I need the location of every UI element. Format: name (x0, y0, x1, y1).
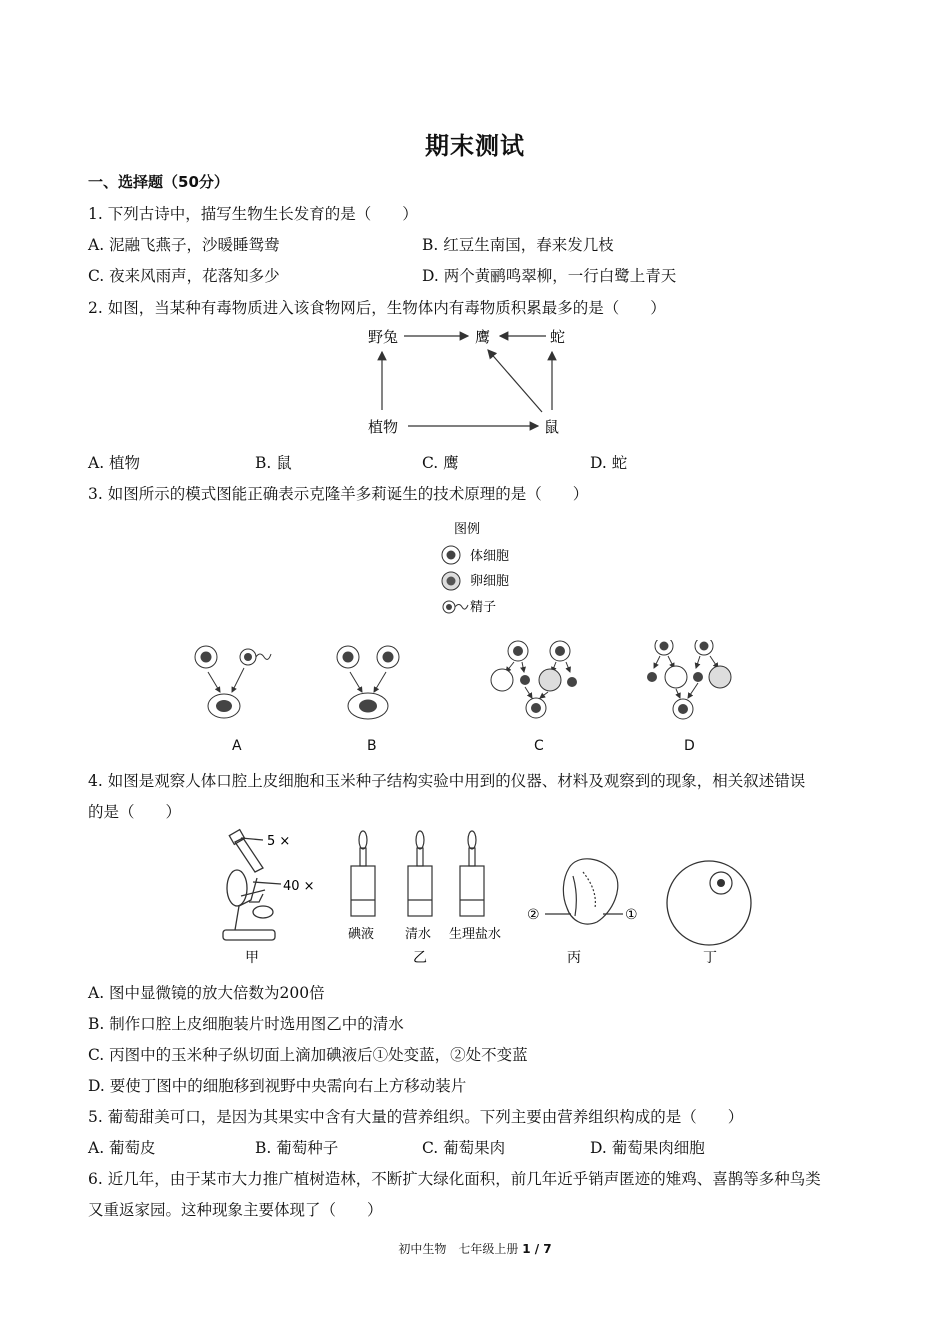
question-5-option-a: A. 葡萄皮 (88, 1139, 156, 1157)
question-2-stem: 2. 如图，当某种有毒物质进入该食物网后，生物体内有毒物质积累最多的是（ ） (88, 299, 666, 317)
question-1-option-c: C. 夜来风雨声，花落知多少 (88, 267, 280, 285)
question-3-stem: 3. 如图所示的模式图能正确表示克隆羊多莉诞生的技术原理的是（ ） (88, 485, 589, 503)
option-b-label: B (367, 738, 377, 754)
question-5-option-d: D. 葡萄果肉细胞 (590, 1139, 705, 1157)
node-mouse: 鼠 (544, 418, 560, 436)
question-4-option-d: D. 要使丁图中的细胞移到视野中央需向右上方移动装片 (88, 1077, 467, 1095)
question-1-option-d: D. 两个黄鹂鸣翠柳，一行白鹭上青天 (422, 267, 677, 285)
option-b-diagram (337, 646, 399, 719)
microscope-view (667, 861, 751, 945)
node-plant: 植物 (368, 418, 399, 436)
question-5-option-b: B. 葡萄种子 (255, 1139, 339, 1157)
cloning-options-diagram (180, 640, 780, 730)
eyepiece-magnification: 5 × (267, 834, 291, 849)
node-rabbit: 野兔 (368, 328, 399, 346)
question-6-stem-line1: 6. 近几年，由于某市大力推广植树造林，不断扩大绿化面积，前几年近乎销声匿迹的雉鸡、喜鹊等多种鸟类 (88, 1170, 821, 1188)
legend-egg-cell: 卵细胞 (470, 574, 510, 589)
question-6-stem-line2: 又重返家园。这种现象主要体现了（ ） (88, 1201, 383, 1219)
question-2-option-b: B. 鼠 (255, 454, 292, 472)
legend-box (430, 515, 540, 620)
question-4-stem-line1: 4. 如图是观察人体口腔上皮细胞和玉米种子结构实验中用到的仪器、材料及观察到的现象，相关叙述错误 (88, 772, 806, 790)
arrow-mouse-eagle (488, 350, 542, 412)
question-1-stem: 1. 下列古诗中，描写生物生长发育的是（ ） (88, 205, 418, 223)
legend-title: 图例 (454, 522, 481, 537)
bottle-label-iodine: 碘液 (348, 927, 375, 942)
experiment-figure (205, 828, 765, 970)
corn-seed-section (545, 859, 623, 924)
option-d-diagram (647, 640, 731, 719)
page-footer (0, 1240, 950, 1257)
question-2-option-a: A. 植物 (88, 454, 141, 472)
food-web-diagram (360, 322, 580, 442)
bottle-label-saline: 生理盐水 (449, 927, 502, 942)
option-d-label: D (684, 738, 695, 754)
bottle-label-water: 清水 (405, 927, 432, 942)
seed-mark-1: ① (625, 907, 638, 923)
question-2-option-d: D. 蛇 (590, 454, 628, 472)
page-number: 1 / 7 (522, 1242, 552, 1256)
option-c-label: C (534, 738, 544, 754)
section-heading: 一、选择题（50分） (88, 173, 229, 191)
question-4-option-c: C. 丙图中的玉米种子纵切面上滴加碘液后①处变蓝，②处不变蓝 (88, 1046, 528, 1064)
legend-sperm: 精子 (470, 600, 497, 615)
question-4-stem-line2: 的是（ ） (88, 803, 182, 821)
question-4-option-a: A. 图中显微镜的放大倍数为200倍 (88, 984, 325, 1002)
fig-label-bing: 丙 (567, 950, 581, 966)
option-a-diagram (195, 646, 271, 718)
reagent-bottles (351, 831, 484, 916)
fig-label-jia: 甲 (245, 950, 259, 966)
option-c-diagram (491, 641, 577, 718)
seed-mark-2: ② (527, 907, 540, 923)
fig-label-yi: 乙 (413, 950, 427, 966)
question-5-stem: 5. 葡萄甜美可口，是因为其果实中含有大量的营养组织。下列主要由营养组织构成的是（ ） (88, 1108, 744, 1126)
fig-label-ding: 丁 (703, 950, 717, 966)
node-eagle: 鹰 (475, 328, 491, 346)
question-1-option-b: B. 红豆生南国，春来发几枝 (422, 236, 614, 254)
question-1-option-a: A. 泥融飞燕子，沙暖睡鸳鸯 (88, 236, 280, 254)
objective-magnification: 40 × (283, 879, 315, 894)
node-snake: 蛇 (550, 328, 566, 346)
legend-somatic-cell: 体细胞 (470, 549, 510, 564)
question-5-option-c: C. 葡萄果肉 (422, 1139, 506, 1157)
option-a-label: A (232, 738, 242, 754)
footer-text: 初中生物 七年级上册 (398, 1242, 523, 1256)
page-title: 期末测试 (425, 132, 525, 160)
question-2-option-c: C. 鹰 (422, 454, 459, 472)
question-4-option-b: B. 制作口腔上皮细胞装片时选用图乙中的清水 (88, 1015, 404, 1033)
